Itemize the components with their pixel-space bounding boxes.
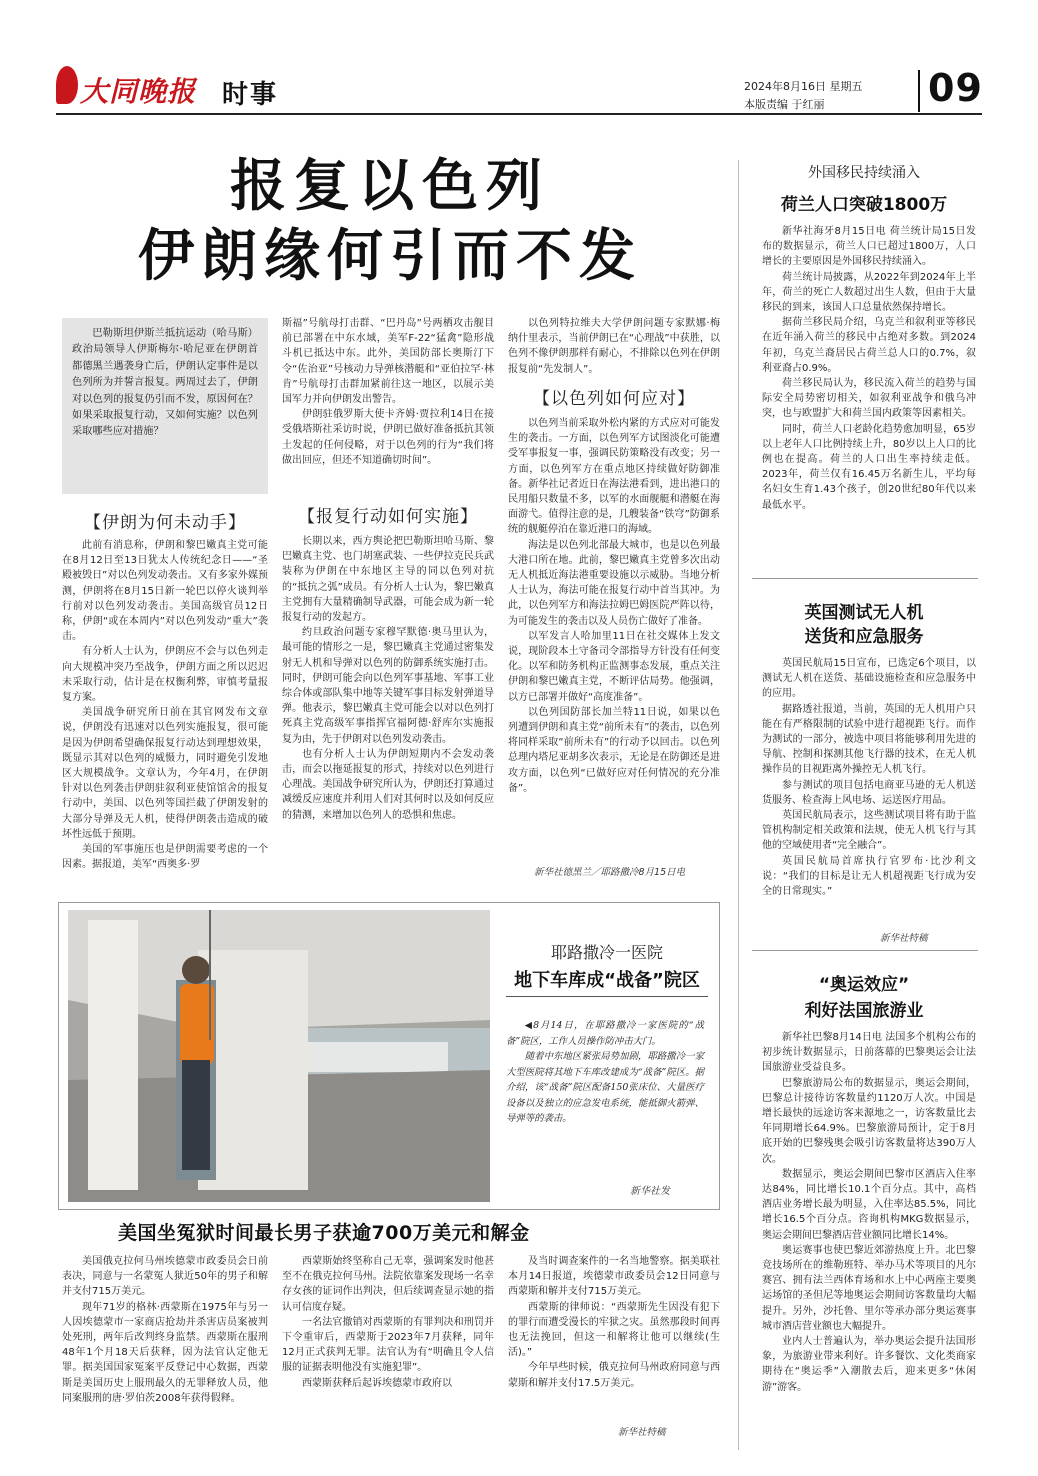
paragraph: 新华社海牙8月15日电 荷兰统计局15日发布的数据显示，荷兰人口已超过1800万，人口增长的主要原因是外国移民持续涌入。 <box>762 226 976 268</box>
article-separator <box>752 950 978 951</box>
paragraph: 以军发言人哈加里11日在社交媒体上发文说，现阶段本土守备司令部指导方针没有任何变化。以军和防务机构正监测事态发展，重点关注伊朗和黎巴嫩真主党，不断评估局势。他强调，以方已部署并做好“高度准备”。 <box>508 630 720 703</box>
header-rule <box>56 113 982 115</box>
uk-drone-body <box>762 656 976 930</box>
paragraph: 此前有消息称，伊朗和黎巴嫩真主党可能在8月12日至13日犹太人传统纪念日——“圣殿被毁日”对以色列发动袭击。又有多家外媒预测，伊朗将在8月15日新一轮巴以停火谈判举行前对以色列发动袭击。美国高级官员12日称，伊朗“或在本周内”对以色列发动“重大”袭击。 <box>62 540 268 643</box>
paragraph: 以色列特拉维夫大学伊朗问题专家默娜·梅纳什里表示，当前伊朗已在“心理战”中获胜，以色列不像伊朗那样有耐心，不排除以色列在伊朗报复前“先发制人”。 <box>508 318 720 375</box>
netherlands-kicker: 外国移民持续涌入 <box>808 165 920 181</box>
paragraph: 荷兰移民局认为，移民流入荷兰的趋势与国际安全局势密切相关，如叙利亚战争和俄乌冲突，也与欧盟扩大和荷兰国内政策等因素相关。 <box>762 378 976 420</box>
paragraph: 奥运赛事也使巴黎近郊游热度上升。北巴黎竞技场所在的维勒班特、举办马术等项目的凡尔赛宫、拥有法兰西体育场和水上中心两座主要奥运场馆的圣但尼等地奥运会期间访客数量均大幅提升。另外，沙托鲁、里尔等承办部分奥运赛事城市酒店营业额也大幅提升。 <box>762 1244 976 1332</box>
uk-drone-title-2: 送货和应急服务 <box>804 627 924 647</box>
paragraph: 荷兰统计局披露，从2022年到2024年上半年，荷兰的死亡人数超过出生人数，但由于大量移民的到来，该国人口总量依然保持增长。 <box>762 271 976 314</box>
paragraph: 伊朗驻俄罗斯大使卡齐姆·贾拉利14日在接受俄塔斯社采访时说，伊朗已做好准备抵抗其领土发起的任何侵略，对于以色列的行为“我们将做出回应，但还不知道确切时间”。 <box>282 409 494 466</box>
hospital-photo <box>68 910 490 1202</box>
subhead-why-not-act: 【 伊朗为何未动手 】 <box>62 508 268 533</box>
photo-caption <box>506 1018 704 1127</box>
lead-box <box>62 318 268 494</box>
bottom-column-2 <box>282 1254 494 1442</box>
paragraph: 以色列国防部长加兰特11日说，如果以色列遭到伊朗和真主党“前所未有”的袭击，以色列将同样采取“前所未有”的行动予以回击。以色列总理内塔尼亚胡多次表示，无论是在防御还是进攻方面，以色列“已做好应对任何情况的充分准备”。 <box>508 706 720 794</box>
paragraph: 以色列当前采取外松内紧的方式应对可能发生的袭击。一方面，以色列军方试图淡化可能遭受军事报复一事，强调民防策略没有改变；另一方面，以色列军方在重点地区持续做好防御准备。新华社记者近日在海法港看到，进出港口的民用船只数量不多，以军的水面舰艇和潜艇在海面游弋。值得注意的是，几艘装备“铁穹”防御系统的舰艇停泊在靠近港口的海域。 <box>508 418 720 536</box>
paragraph: 英国民航局表示，这些测试项目将有助于监管机构制定相关政策和法规，使无人机飞行与其他的空域使用者“完全融合”。 <box>762 810 976 852</box>
uk-drone-byline: 新华社特稿 <box>880 933 928 944</box>
hospital-photo-image <box>68 910 490 1202</box>
page-number-divider <box>918 70 920 112</box>
bottom-column-3 <box>508 1254 720 1422</box>
paragraph: 业内人士普遍认为，举办奥运会提升法国形象，为旅游业带来利好。许多餐饮、文化类商家期待在“奥运季”入潮散去后，迎来更多“休闲游”游客。 <box>762 1336 976 1393</box>
netherlands-title: 荷兰人口突破1800万 <box>780 195 948 215</box>
paragraph: 英国民航局15日宣布，已选定6个项目，以测试无人机在送货、基础设施检查和应急服务中的应用。 <box>762 658 976 700</box>
paragraph: 英国民航局首席执行官罗布·比沙利文说：“我们的目标是让无人机超视距飞行成为安全的日常现实。” <box>762 855 976 898</box>
paragraph: 及当时调查案件的一名当地警察。据美联社本月14日报道，埃德蒙市政委员会12日同意与西蒙斯和解并支付715万美元。 <box>508 1256 720 1298</box>
paragraph: 今年早些时候，俄克拉何马州政府同意与西蒙斯和解并支付17.5万美元。 <box>508 1362 720 1389</box>
article-separator <box>752 578 978 579</box>
olympics-body <box>762 1030 976 1450</box>
paragraph: 参与测试的项目包括电商亚马逊的无人机送货服务、检查海上风电场、运送医疗用品。 <box>762 779 976 806</box>
bottom-byline: 新华社特稿 <box>618 1427 666 1438</box>
olympics-title-1: “奥运效应” <box>818 975 910 995</box>
paragraph: 美国的军事施压也是伊朗需要考虑的一个因素。据报道，美军“西奥多·罗 <box>62 844 268 871</box>
paragraph: 斯福”号航母打击群、“巴丹岛”号两栖攻击舰目前已部署在中东水域，美军F-22“猛禽”隐形战斗机已抵达中东。此外，美国防部长奥斯汀下令“佐治亚”号核动力导弹核潜艇和“亚伯拉罕·林肯”号航母打击群加紧前往这一地区，以展示美国军力并向伊朗发出警告。 <box>282 318 494 406</box>
paragraph: 长期以来，西方舆论把巴勒斯坦哈马斯、黎巴嫩真主党、也门胡塞武装、一些伊拉克民兵武装称为伊朗在中东地区主导的同以色列对抗的“抵抗之弧”成员。有分析人士认为，黎巴嫩真主党拥有大量精确制导武器，可能会成为新一轮报复行动的发起方。 <box>282 536 494 624</box>
article-column-2a <box>282 316 494 492</box>
paragraph: 西蒙斯的律师说：“西蒙斯先生因没有犯下的罪行而遭受漫长的牢狱之灾。虽然那段时间再也无法挽回，但这一和解将让他可以继续(生活)。” <box>508 1301 720 1359</box>
issue-date: 2024年8月16日 星期五 <box>744 80 863 93</box>
article-column-3a <box>508 316 720 382</box>
article-column-1 <box>62 538 268 883</box>
paragraph: 一名法官撤销对西蒙斯的有罪判决和刑罚并下令重审后，西蒙斯于2023年7月获释，同年12月正式获判无罪。法官认为有“明确且令人信服的证据表明他没有实施犯罪”。 <box>282 1316 494 1374</box>
paragraph: 海法是以色列北部最大城市，也是以色列最大港口所在地。此前，黎巴嫩真主党曾多次出动无人机抵近海法港重要设施以示威胁。当地分析人士认为，海法可能在报复行动中首当其冲。为此，以色列军方和海法拉姆巴姆医院严阵以待，为可能发生的袭击以及人员伤亡做好了准备。 <box>508 539 720 627</box>
right-column-divider <box>738 160 739 1450</box>
paragraph: 数据显示，奥运会期间巴黎市区酒店入住率达84%，同比增长10.1个百分点。其中，高档酒店业务增长最为明显，入住率达85.5%，同比增长16.5个百分点。咨询机构MKG数据显示，奥运会期间巴黎酒店营业额同比增长14%。 <box>762 1168 976 1241</box>
subhead-how-retaliate: 【 报复行动如何实施 】 <box>282 502 494 527</box>
article-byline: 新华社德黑兰／耶路撒冷8月15日电 <box>534 867 686 878</box>
paragraph: 也有分析人士认为伊朗短期内不会发动袭击，而会以拖延报复的形式，持续对以色列进行心理战。美国战争研究所认为，伊朗还打算通过减缓反应速度并利用人们对其何时以及如何反应的猜测，来增加以色列人的恐惧和焦虑。 <box>282 748 494 821</box>
page-editor: 本版责编 于红丽 <box>744 98 825 111</box>
bottom-headline: 美国坐冤狱时间最长男子获逾700万美元和解金 <box>118 1222 530 1244</box>
photo-title: 地下车库成“战备”院区 <box>514 970 700 991</box>
paragraph: 新华社巴黎8月14日电 法国多个机构公布的初步统计数据显示，日前落幕的巴黎奥运会让法国旅游业受益良多。 <box>762 1032 976 1074</box>
headline-line1: 报复以色列 <box>230 154 550 219</box>
paragraph: 约旦政治问题专家穆罕默德·奥马里认为，最可能的情形之一是，黎巴嫩真主党通过密集发射无人机和导弹对以色列的防御系统实施打击。同时，伊朗可能会向以色列军事基地、军事工业综合体或部队集中地等关键军事目标发射弹道导弹。他表示，黎巴嫩真主党可能会以对以色列打死真主党高级军事指挥官福阿德·舒库尔实施报复为由，先于伊朗对以色列发动袭击。 <box>282 627 494 745</box>
uk-drone-title-1: 英国测试无人机 <box>804 603 924 623</box>
paragraph: 西蒙斯获释后起诉埃德蒙市政府以 <box>302 1377 452 1389</box>
paragraph: 西蒙斯始终坚称自己无辜，强调案发时他甚至不在俄克拉何马州。法院依靠案发现场一名幸存女孩的证词作出判决，但后续调查显示她的指认可信度存疑。 <box>282 1256 494 1313</box>
photo-title-rule <box>506 996 708 997</box>
bottom-column-1 <box>62 1254 268 1442</box>
paragraph: 现年71岁的格林·西蒙斯在1975年与另一人因埃德蒙市一家商店抢劫并杀害店员案被判处死刑，两年后改判终身监禁。西蒙斯在服刑48年1个月18天后获释，因为法官认定他无罪。据美国国家冤案平反登记中心数据，西蒙斯是美国历史上服刑最久的无罪释放人员，他同案服刑的唐·罗伯茨2008年获得假释。 <box>62 1301 268 1404</box>
subhead-israel-response: 【 以色列如何应对 】 <box>508 384 720 409</box>
section-label: 时事 <box>222 80 279 110</box>
paragraph: 有分析人士认为，伊朗应不会与以色列走向大规模冲突乃至战争，伊朗方面之所以迟迟未采取行动，估计是在权衡利弊，审慎考量报复方案。 <box>62 646 268 704</box>
paragraph: 美国战争研究所日前在其官网发布文章说，伊朗没有迅速对以色列实施报复，很可能是因为伊朗希望确保报复行动达到理想效果，既显示其对以色列的威慑力，同时避免引发地区大规模战争。文章认为，今年4月，在伊朗针对以色列袭击伊朗驻叙利亚使馆馆舍的报复行动中，美国、以色列等国拦截了伊朗发射的大部分导弹及无人机，使得伊朗袭击造成的破坏性远低于预期。 <box>62 707 268 840</box>
headline-line2: 伊朗缘何引而不发 <box>138 224 642 289</box>
paragraph: 巴黎旅游局公布的数据显示，奥运会期间，巴黎总计接待访客数量约1120万人次。中国是增长最快的远途访客来源地之一，访客数量比去年同期增长64.9%。巴黎旅游局预计，定于8月底开始的巴黎残奥会吸引访客数量将达390万人次。 <box>762 1077 976 1165</box>
caption-paragraph: ◀8月14日，在耶路撒冷一家医院的“战备”院区，工作人员操作防冲击大门。 <box>506 1020 704 1047</box>
paragraph: 美国俄克拉何马州埃德蒙市政委员会日前表决，同意与一名蒙冤人狱近50年的男子和解并支付715万美元。 <box>62 1256 268 1298</box>
lead-text: 巴勒斯坦伊斯兰抵抗运动（哈马斯）政治局领导人伊斯梅尔·哈尼亚在伊朗首都德黑兰遇袭身亡后，伊朗认定事件是以色列所为并誓言报复。两周过去了，伊朗对以色列的报复仍引而不发，原因何在？如果采取报复行动，又如何实施？以色列采取哪些应对措施？ <box>72 328 258 438</box>
olympics-title-2: 利好法国旅游业 <box>804 1001 924 1021</box>
masthead-logo: 大同晚报 <box>56 62 198 112</box>
article-column-3b <box>508 416 720 856</box>
logo-icon <box>56 66 78 104</box>
photo-kicker: 耶路撒冷一医院 <box>550 943 663 962</box>
netherlands-body <box>762 224 976 574</box>
paragraph: 据荷兰移民局介绍，乌克兰和叙利亚等移民在近年涌入荷兰的移民中占绝对多数。到2024年初，乌克兰裔居民占荷兰总人口的0.7%，叙利亚裔占0.9%。 <box>762 317 976 374</box>
paragraph: 同时，荷兰人口老龄化趋势愈加明显，65岁以上老年人口比例持续上升，80岁以上人口的比例也在提高。荷兰的人口出生率持续走低。2023年，荷兰仅有16.45万名新生儿，平均每名妇女生育1.43个孩子，创20世纪80年代以来最低水平。 <box>762 423 976 511</box>
paragraph: 据路透社报道，当前，英国的无人机用户只能在有严格限制的试验中进行超视距飞行。而作为测试的一部分，被选中项目将能够利用先进的导航、控制和探测其他飞行器的技术，在无人机操作员的目视距离外操控无人机飞行。 <box>762 703 976 776</box>
photo-credit: 新华社发 <box>630 1186 670 1197</box>
page-number: 09 <box>928 66 983 110</box>
caption-paragraph: 随着中东地区紧张局势加剧，耶路撒冷一家大型医院将其地下车库改建成为“战备”院区。据介绍，该“战备”院区配备150张床位、大量医疗设备以及独立的应急发电系统，能抵御火箭弹、导弹等的袭击。 <box>506 1051 704 1124</box>
article-column-2b <box>282 534 494 884</box>
